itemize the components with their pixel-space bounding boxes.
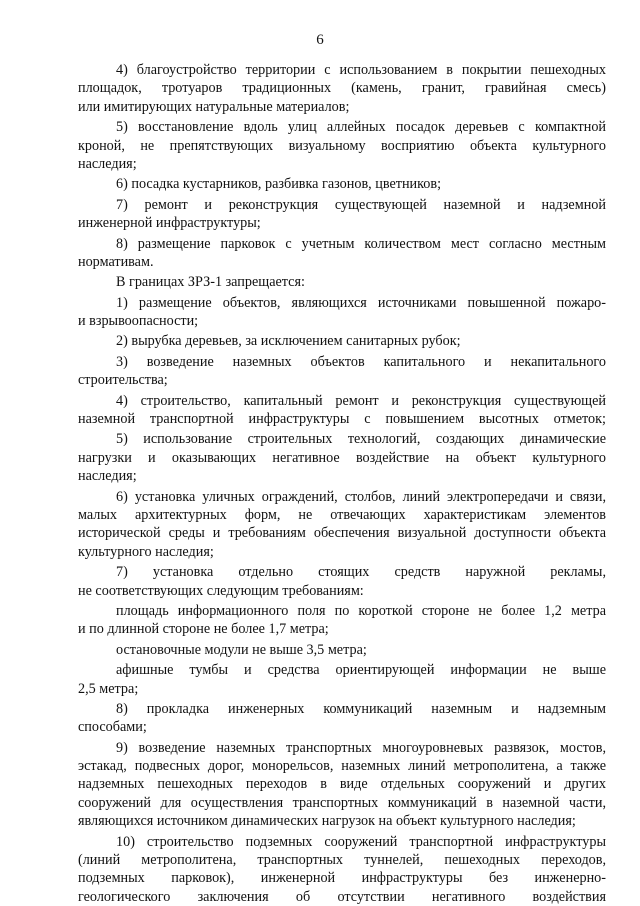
- text-line: В границах ЗРЗ-1 запрещается:: [116, 274, 305, 291]
- text-line: эстакад, подвесных дорог, монорельсов, наземных линий метрополитена, а также: [78, 758, 606, 775]
- text-line: 1) размещение объектов, являющихся источниками повышенной пожаро-: [116, 294, 606, 311]
- text-line: 4) благоустройство территории с использованием в покрытии пешеходных: [116, 62, 606, 78]
- text-line: малых архитектурных форм, не отвечающих характеристикам элементов: [78, 506, 606, 523]
- text-line: 6) установка уличных ограждений, столбов, линий электропередачи и связи,: [116, 488, 606, 505]
- text-line: наземной транспортной инфраструктуры с повышением высотных отметок;: [78, 411, 606, 428]
- text-line: 6) посадка кустарников, разбивка газонов, цветников;: [116, 176, 442, 193]
- text-line: площадь информационного поля по короткой стороне не более 1,2 метра: [116, 602, 606, 619]
- text-line: 5) использование строительных технологий, создающих динамические: [116, 431, 606, 448]
- text-line: строительства;: [78, 372, 168, 389]
- text-line: 8) прокладка инженерных коммуникаций наземным и надземным: [116, 700, 606, 717]
- text-line: 7) ремонт и реконструкция существующей наземной и надземной: [116, 196, 606, 213]
- page-number: 6: [316, 32, 324, 48]
- text-line: афишные тумбы и средства ориентирующей информации не выше: [116, 662, 606, 679]
- text-line: культурного наследия;: [78, 543, 214, 560]
- text-line: являющихся источником динамических нагрузок на объект культурного наследия;: [78, 813, 576, 830]
- text-line: 8) размещение парковок с учетным количеством мест согласно местным: [116, 235, 606, 252]
- text-line: надземных пешеходных переходов в виде отдельных сооружений и других: [78, 776, 606, 793]
- text-line: нормативам.: [78, 253, 154, 270]
- text-line: наследия;: [78, 155, 137, 172]
- body-text: [78, 61, 606, 906]
- text-line: (линий метрополитена, транспортных туннелей, пешеходных переходов,: [78, 852, 606, 869]
- text-line: 10) строительство подземных сооружений транспортной инфраструктуры: [116, 833, 606, 850]
- text-line: нагрузки и оказывающих негативное воздействие на объект культурного: [78, 449, 606, 466]
- text-line: геологического заключения об отсутствии негативного воздействия: [78, 888, 606, 905]
- text-line: исторической среды и требованиям обеспечения визуальной доступности объекта: [78, 525, 606, 542]
- text-line: площадок, тротуаров традиционных (камень, гранит, гравийная смесь): [78, 80, 606, 97]
- text-line: инженерной инфраструктуры;: [78, 215, 261, 232]
- text-line: 5) восстановление вдоль улиц аллейных посадок деревьев с компактной: [116, 119, 606, 136]
- text-line: 2) вырубка деревьев, за исключением санитарных рубок;: [116, 333, 461, 350]
- text-line: 4) строительство, капитальный ремонт и реконструкция существующей: [116, 392, 606, 409]
- text-line: 9) возведение наземных транспортных многоуровневых развязок, мостов,: [116, 739, 606, 756]
- text-line: наследия;: [78, 468, 137, 485]
- text-line: 3) возведение наземных объектов капитального и некапитального: [116, 353, 606, 370]
- text-line: и взрывоопасности;: [78, 313, 199, 330]
- text-line: 7) установка отдельно стоящих средств наружной рекламы,: [116, 564, 606, 581]
- text-line: и по длинной стороне не более 1,7 метра;: [78, 621, 329, 638]
- text-line: сооружений для осуществления транспортных коммуникаций в наземной части,: [78, 794, 606, 811]
- text-line: остановочные модули не выше 3,5 метра;: [116, 641, 367, 658]
- text-line: или имитирующих натуральные материалов;: [78, 98, 350, 115]
- text-line: кроной, не препятствующих визуальному восприятию объекта культурного: [78, 137, 606, 154]
- text-line: не соответствующих следующим требованиям:: [78, 582, 364, 599]
- text-line: 2,5 метра;: [78, 680, 139, 697]
- text-line: способами;: [78, 719, 147, 736]
- text-line: подземных парковок), инженерной инфраструктуры без инженерно-: [78, 870, 606, 887]
